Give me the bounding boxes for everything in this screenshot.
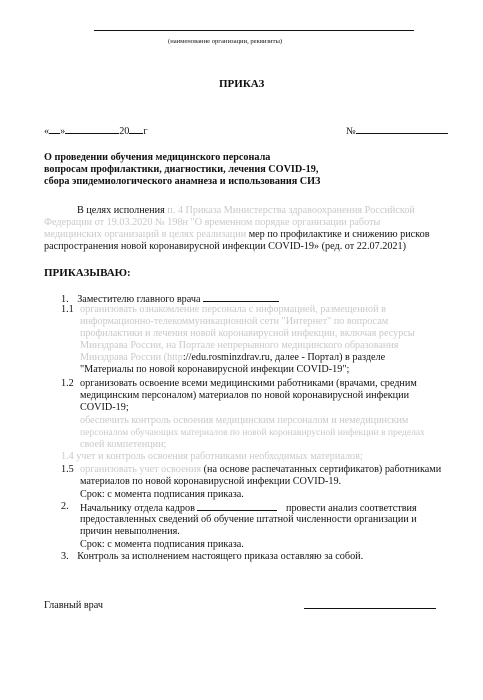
item-1-2-number: 1.2 <box>61 378 74 389</box>
item-2-blank <box>197 501 277 511</box>
item-2-line-1 <box>80 501 417 515</box>
item-3 <box>61 551 363 563</box>
preamble-line3-tail: мер по профилактике и снижению рисков <box>248 229 430 240</box>
item-1-5-number: 1.5 <box>61 464 74 475</box>
item-1-5-line-1 <box>80 464 441 476</box>
item-1-1-faded-3: профилактики и лечения новой коронавирусной инфекции, включая ресурсы <box>80 328 415 339</box>
item-1-2-line-1: организовать освоение всеми медицинскими работниками (врачами, средним <box>80 378 417 389</box>
date-day-blank <box>49 124 60 134</box>
preamble-intro: В целях исполнения <box>77 205 165 216</box>
organization-caption: (наименование организации, реквизиты) <box>168 38 283 45</box>
item-3-text: Контроль за исполнением настоящего приказа оставляю за собой. <box>77 551 364 562</box>
date-line <box>44 124 148 138</box>
preamble-line-3 <box>44 229 430 241</box>
subject-line-3: сбора эпидемиологического анамнеза и использования СИЗ <box>44 176 321 187</box>
item-2-deadline: Срок: с момента подписания приказа. <box>80 539 244 550</box>
item-2-text-b: провести анализ соответствия <box>286 503 417 514</box>
item-1-1-faded-2: информационно-телекоммуникационной сети "Интернет" по вопросам <box>80 316 389 327</box>
date-month-blank <box>65 124 119 134</box>
preamble-faded-3: медицинских организаций в целях реализации <box>44 229 247 240</box>
order-number-label: № <box>346 126 356 137</box>
item-2-line-3: причин невыполнения. <box>80 526 180 537</box>
item-3-number: 3. <box>61 551 69 562</box>
item-1-3-faded-1: обеспечить контроль освоения медицинским персоналом и немедицинским <box>80 415 409 426</box>
order-number <box>346 124 448 138</box>
item-1-text: Заместителю главного врача <box>77 294 201 305</box>
date-open-quote: « <box>44 126 50 137</box>
item-1-number: 1. <box>61 294 69 305</box>
preamble-faded-1: п. 4 Приказа Министерства здравоохранения Российской <box>167 205 415 216</box>
date-close-quote: » <box>60 126 66 137</box>
item-1-5-line-2: материалов по новой коронавирусной инфекции COVID-19. <box>80 476 342 487</box>
item-1-5-tail: (на основе распечатанных сертификатов) работниками <box>203 464 442 475</box>
item-1-3-faded-3: своей компетенции; <box>80 439 167 450</box>
preamble-line-1 <box>77 205 415 217</box>
order-word: ПРИКАЗЫВАЮ: <box>44 267 131 279</box>
item-2-text-a: Начальнику отдела кадров <box>80 503 195 514</box>
item-1-3-faded-2: персоналом обучающих материалов по новой коронавирусной инфекции в пределах <box>80 427 425 438</box>
item-1-4-faded: 1.4 учет и контроль освоения работниками необходимых материалов; <box>61 451 363 462</box>
preamble-faded-2: Федерации от 19.03.2020 № 198н "О временном порядке организации работы <box>44 217 381 228</box>
organization-line <box>94 30 414 31</box>
item-1-1-tail-5: ://edu.rosminzdrav.ru, далее - Портал) в разделе <box>182 352 386 363</box>
item-1-1-faded-5: Минздрава России (http <box>80 352 183 363</box>
date-year-prefix: 20 <box>119 126 130 137</box>
item-1-blank <box>203 292 279 302</box>
signature-line <box>304 608 436 609</box>
subject-line-2: вопросам профилактики, диагностики, лечения COVID-19, <box>44 164 319 175</box>
signature-role: Главный врач <box>44 600 103 611</box>
subject-line-1: О проведении обучения медицинского персонала <box>44 152 271 163</box>
item-1-deadline: Срок: с момента подписания приказа. <box>80 489 244 500</box>
item-1-5-faded: организовать учет освоения <box>80 464 202 475</box>
item-1-1-line-5 <box>80 352 385 364</box>
item-1-2-line-3: COVID-19; <box>80 402 129 413</box>
date-year-blank <box>129 124 143 134</box>
item-1-2-line-2: медицинским персоналом) материалов по новой коронавирусной инфекции <box>80 390 410 401</box>
document-title: ПРИКАЗ <box>219 78 265 90</box>
item-2-line-2: предоставленных сведений об обучение штатной численности организации и <box>80 514 417 525</box>
item-1-1-number: 1.1 <box>61 304 74 315</box>
order-number-blank <box>356 124 448 134</box>
item-1-1-line-6: "Материалы по новой коронавирусной инфекции COVID-19"; <box>80 364 350 375</box>
date-year-suffix: г <box>143 126 148 137</box>
preamble-line-4: распространения новой коронавирусной инфекции COVID-19» (ред. от 22.07.2021) <box>44 241 407 252</box>
item-1-1-faded-1: организовать ознакомление персонала с информацией, размещенной в <box>80 304 386 315</box>
item-1-1-faded-4: Минздрава России, на Портале непрерывного медицинского образования <box>80 340 399 351</box>
item-2-number: 2. <box>61 501 69 512</box>
